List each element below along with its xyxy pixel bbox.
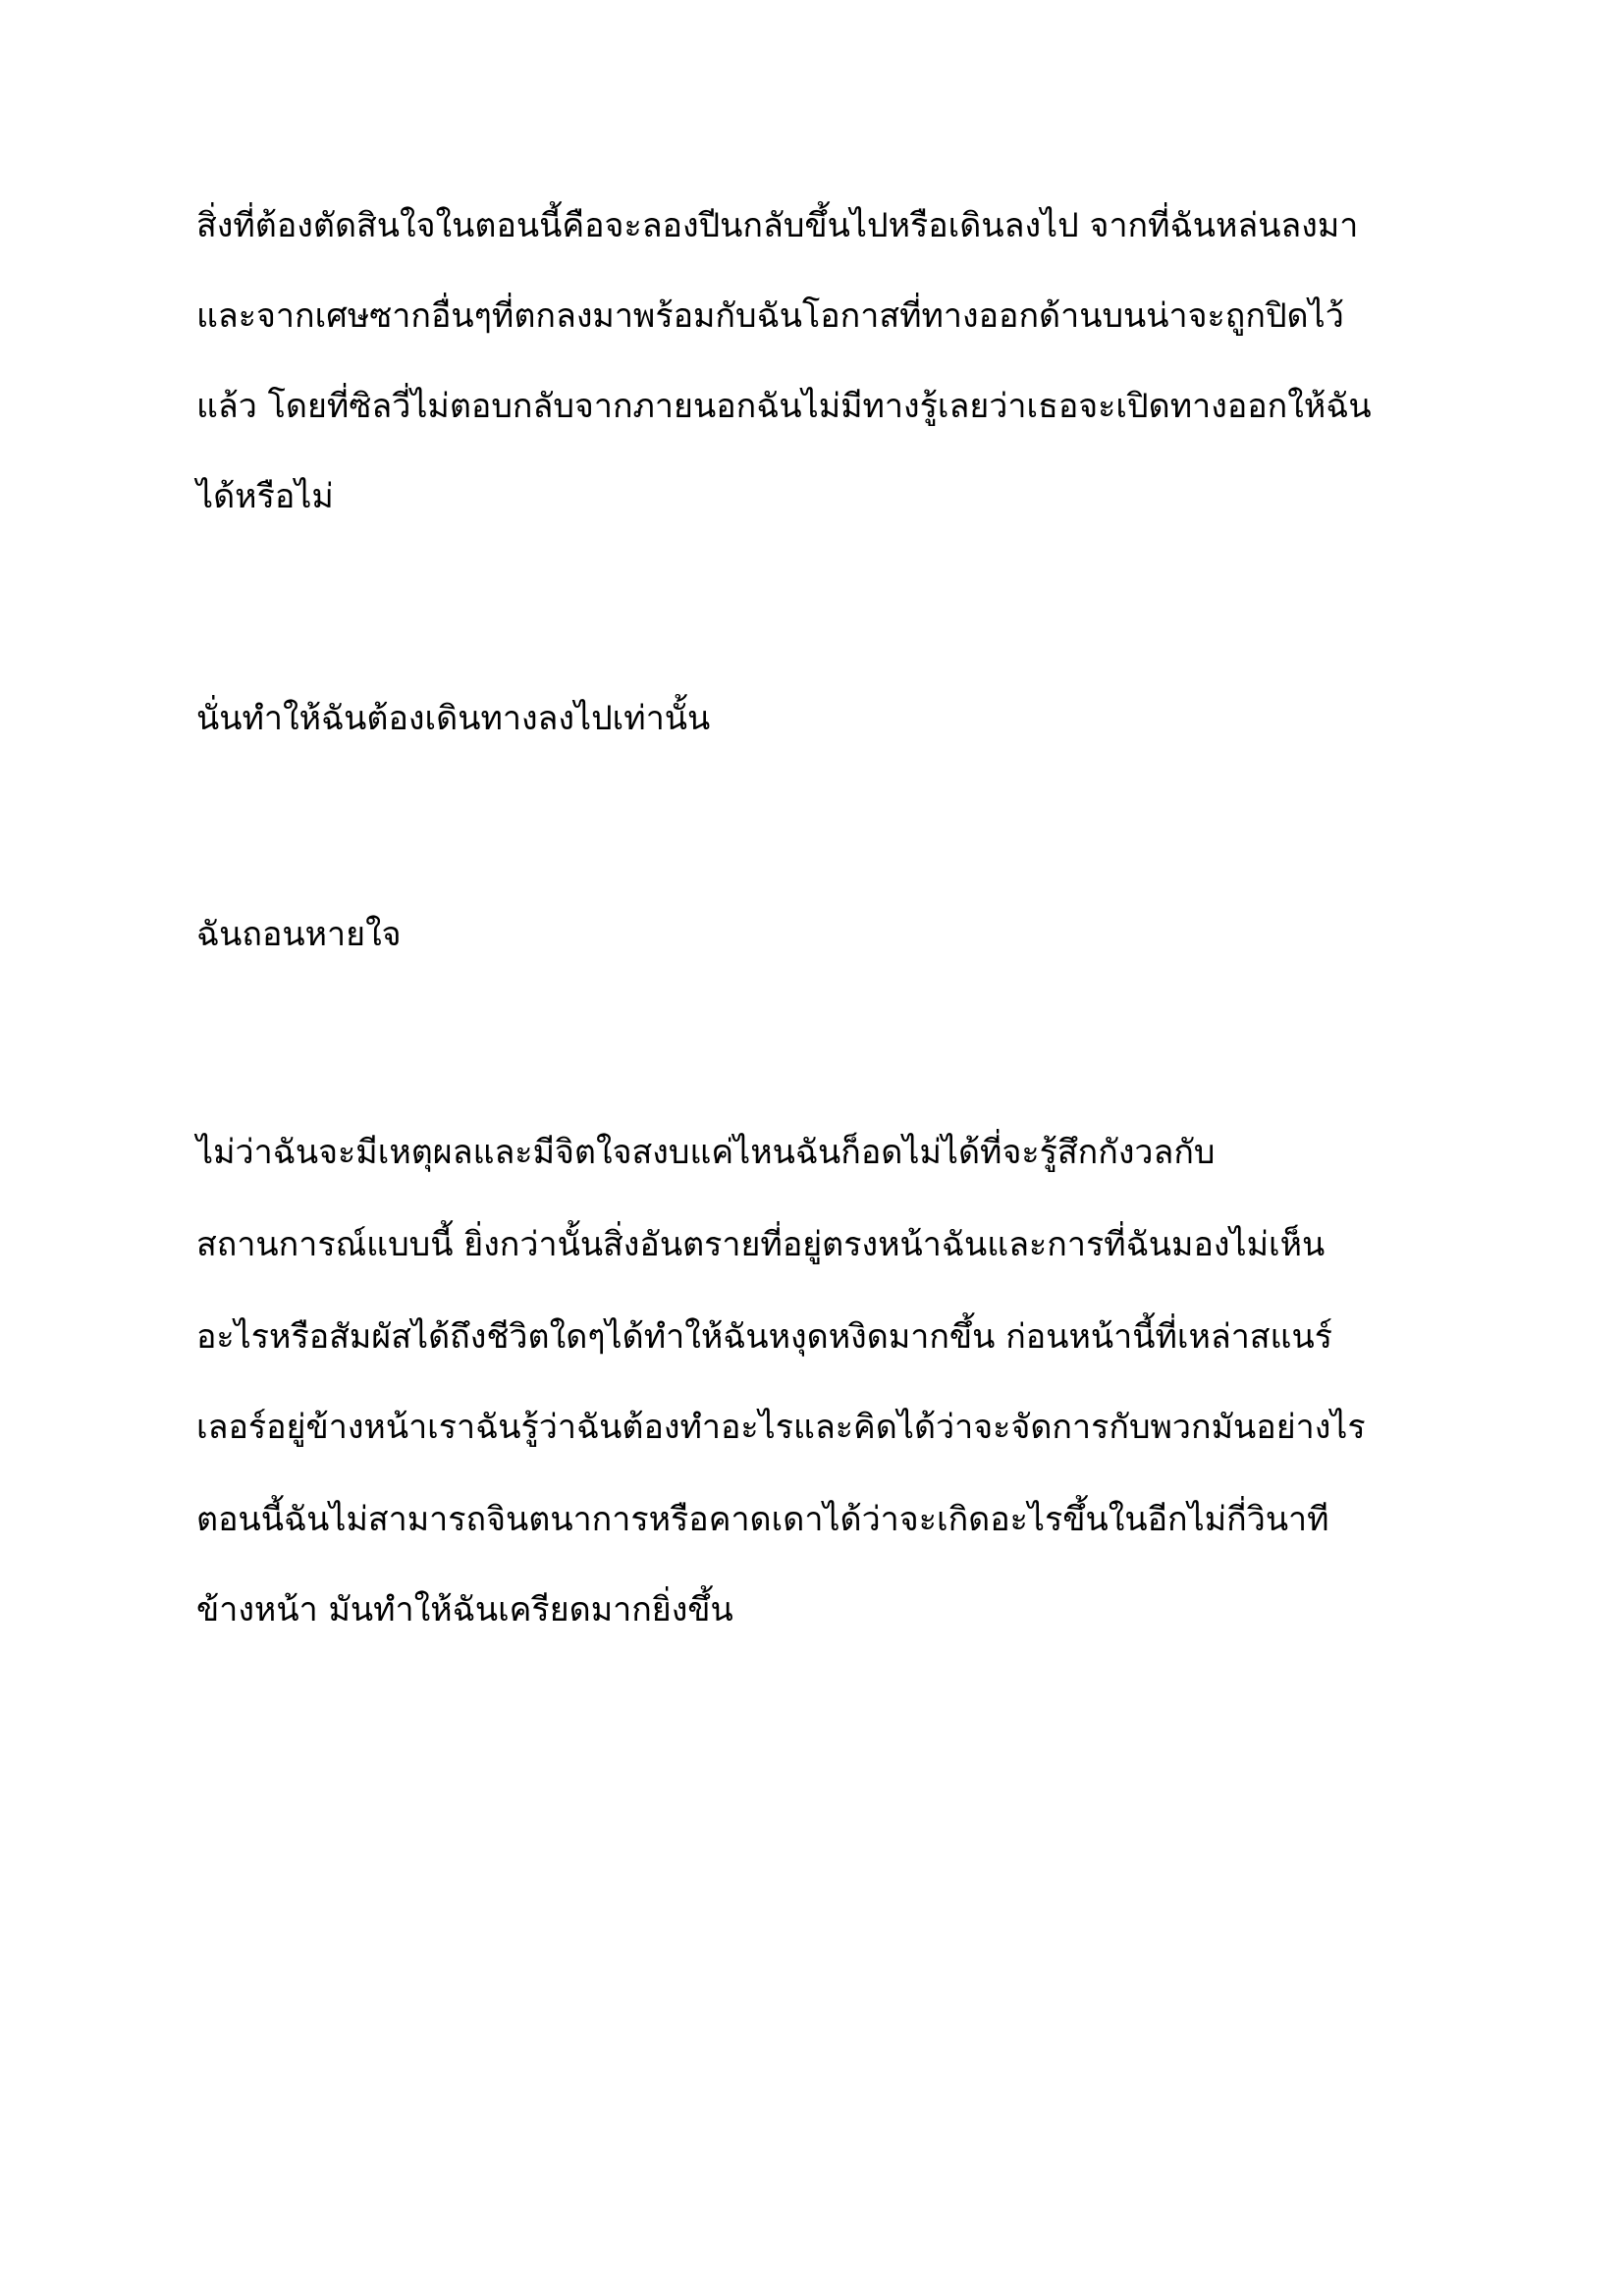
paragraph-4-line-3: อะไรหรือสัมผัสได้ถึงชีวิตใดๆได้ทำให้ฉันหงุดหงิดมากขึ้น ก่อนหน้านี้ที่เหล่าสแนร์ <box>196 1317 1332 1357</box>
paragraph-1-line-1: สิ่งที่ต้องตัดสินใจในตอนนี้คือจะลองปีนกลับขึ้นไปหรือเดินลงไป จากที่ฉันหล่นลงมา <box>196 206 1359 245</box>
paragraph-2-line-1: นั่นทำให้ฉันต้องเดินทางลงไปเท่านั้น <box>196 699 711 738</box>
paragraph-3-line-1: ฉันถอนหายใจ <box>196 915 402 954</box>
paragraph-4-line-2: สถานการณ์แบบนี้ ยิ่งกว่านั้นสิ่งอันตรายที่อยู่ตรงหน้าฉันและการที่ฉันมองไม่เห็น <box>196 1225 1326 1264</box>
paragraph-1-line-4: ได้หรือไม่ <box>196 477 334 516</box>
paragraph-4-line-5: ตอนนี้ฉันไม่สามารถจินตนาการหรือคาดเดาได้ว่าจะเกิดอะไรขึ้นในอีกไม่กี่วินาที <box>196 1500 1329 1539</box>
paragraph-4-line-6: ข้างหน้า มันทำให้ฉันเครียดมากยิ่งขึ้น <box>196 1590 733 1629</box>
paragraph-4-line-1: ไม่ว่าฉันจะมีเหตุผลและมีจิตใจสงบแค่ไหนฉันก็อดไม่ได้ที่จะรู้สึกกังวลกับ <box>196 1133 1216 1172</box>
paragraph-1-line-3: แล้ว โดยที่ซิลวี่ไม่ตอบกลับจากภายนอกฉันไม่มีทางรู้เลยว่าเธอจะเปิดทางออกให้ฉัน <box>196 387 1372 426</box>
paragraph-1-line-2: และจากเศษซากอื่นๆที่ตกลงมาพร้อมกับฉันโอกาสที่ทางออกด้านบนน่าจะถูกปิดไว้ <box>196 296 1344 336</box>
paragraph-4-line-4: เลอร์อยู่ข้างหน้าเราฉันรู้ว่าฉันต้องทำอะไรและคิดได้ว่าจะจัดการกับพวกมันอย่างไร <box>196 1408 1366 1447</box>
